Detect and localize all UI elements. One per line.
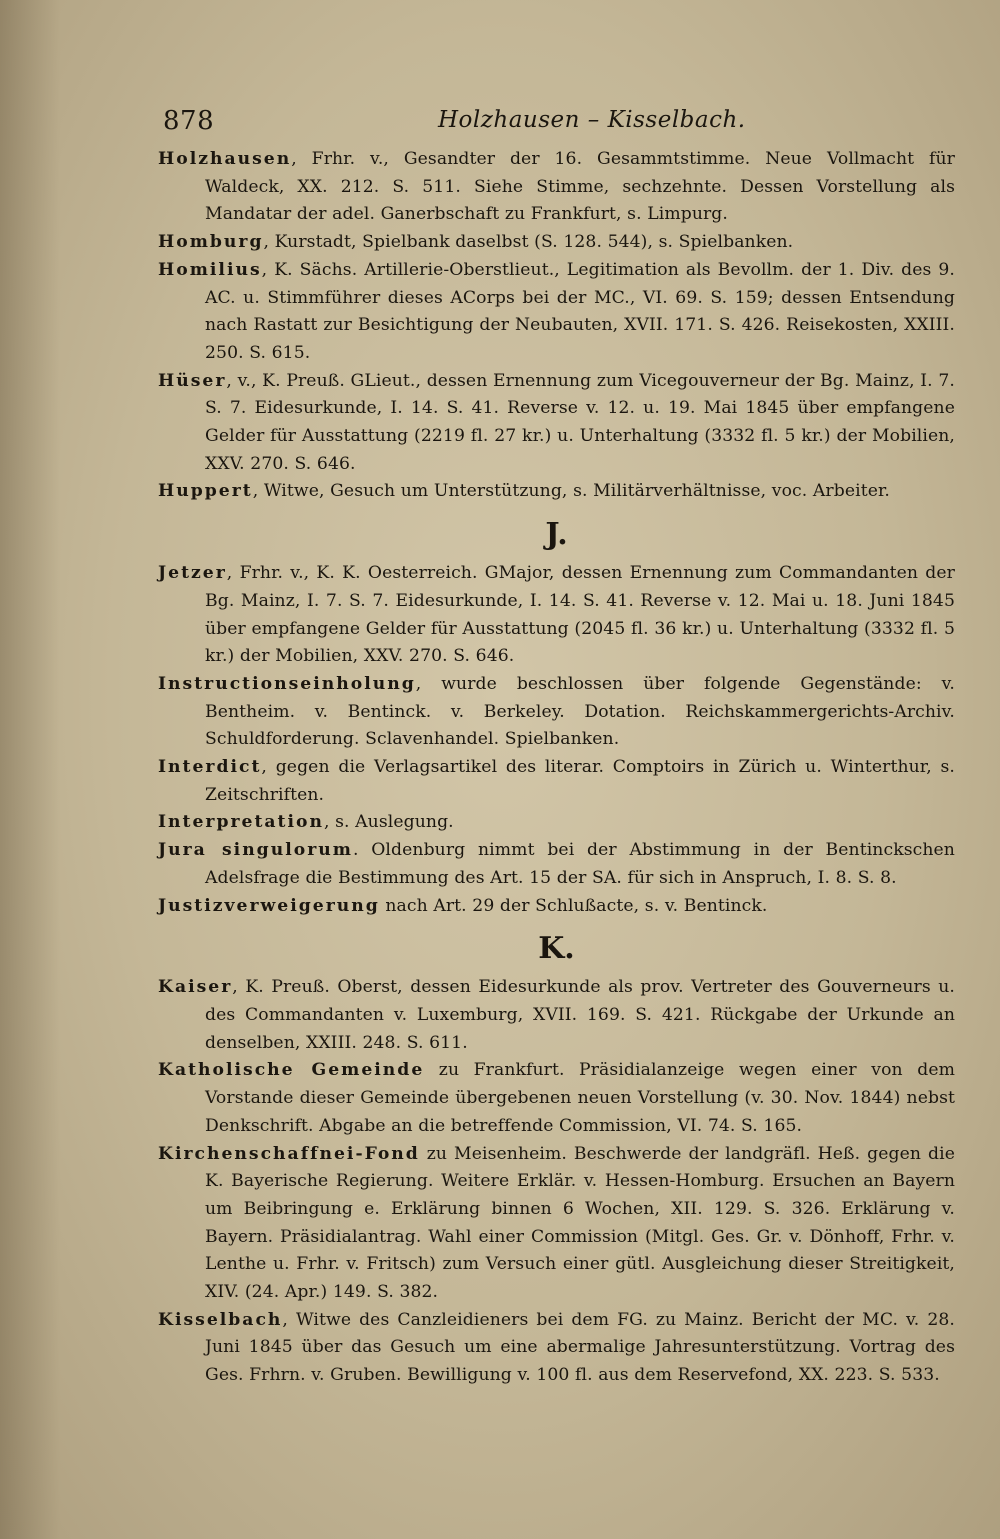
index-entry-interdict [158, 754, 955, 809]
entry-body: nach Art. 29 der Schlußacte, s. v. Bentinck. [379, 895, 768, 916]
entry-body: , s. Auslegung. [323, 812, 454, 833]
index-entry-hueser [158, 368, 955, 479]
entry-body: , gegen die Verlagsartikel des literar. Comptoirs in Zürich u. Winterthur, s. Zeitschriften. [205, 757, 955, 805]
index-entry-instructionseinholung [158, 671, 955, 754]
entry-body: , Witwe des Canzleidieners bei dem FG. zu Mainz. Bericht der MC. v. 28. Juni 1845 über das Gesuch um eine abermalige Jahresunterstützung. Vortrag des Ges. Frhrn. v. Gruben. Bewilligung v. 100 fl. aus dem Reservefond, XX. 223. S. 533. [205, 1309, 955, 1386]
page-number: 878 [163, 106, 215, 136]
index-entry-homburg [158, 229, 955, 257]
entry-body: , Frhr. v., K. K. Oesterreich. GMajor, dessen Ernennung zum Commandanten der Bg. Mainz, I. 7. S. 7. Eidesurkunde, I. 14. S. 41. Reverse v. 12. Mai u. 18. Juni 1845 über empfangene Gelder für Ausstattung (2045 fl. 36 kr.) u. Unterhaltung (3332 fl. 5 kr.) der Mobilien, XXV. 270. S. 646. [205, 563, 955, 667]
index-entry-kisselbach [158, 1307, 955, 1390]
entry-head: Homilius [158, 259, 262, 280]
index-entry-justizverweigerung [158, 893, 955, 921]
entry-head: Jetzer [158, 563, 227, 584]
entry-head: Kisselbach [158, 1309, 283, 1330]
page-header [163, 102, 963, 142]
entry-head: Instructionseinholung [158, 673, 416, 694]
index-entry-jetzer [158, 560, 955, 671]
entry-body: . Oldenburg nimmt bei der Abstimmung in der Bentinckschen Adelsfrage die Bestimmung des Art. 15 der SA. für sich in Anspruch, I. 8. S. 8. [205, 840, 955, 888]
index-entry-homilius [158, 257, 955, 368]
index-entry-kirchenschaffnei-fond [158, 1141, 955, 1307]
entry-head: Holzhausen [158, 149, 292, 169]
index-entry-katholische-gemeinde [158, 1057, 955, 1140]
entry-head: Justizverweigerung [158, 895, 380, 916]
entry-head: Interdict [158, 757, 262, 778]
running-title: Holzhausen – Kisselbach. [438, 107, 746, 133]
entry-head: Katholische Gemeinde [158, 1060, 425, 1081]
entry-body: , wurde beschlossen über folgende Gegenstände: v. Bentheim. v. Bentinck. v. Berkeley. Dotation. Reichskammergerichts-Archiv. Schuldforderung. Sclavenhandel. Spielbanken. [205, 673, 955, 750]
entry-body: zu Meisenheim. Beschwerde der landgräfl. Heß. gegen die K. Bayerische Regierung. Weitere Erklär. v. Hessen-Homburg. Ersuchen an Bayern um Beibringung e. Erklärung binnen 6 Wochen, XII. 129. S. 326. Erklärung v. Bayern. Präsidialantrag. Wahl einer Commission (Mitgl. Ges. Gr. v. Dönhoff, Frhr. v. Lenthe u. Frhr. v. Fritsch) zum Versuch einer gütl. Ausgleichung dieser Streitigkeit, XIV. (24. Apr.) 149. S. 382. [205, 1143, 955, 1303]
entry-head: Kirchenschaffnei-Fond [158, 1143, 420, 1164]
section-heading-k: K. [538, 931, 575, 967]
index-entry-jura-singulorum [158, 837, 955, 892]
entry-head: Hüser [158, 370, 227, 391]
index-entry-holzhausen [158, 146, 955, 229]
entry-head: Kaiser [158, 977, 233, 998]
entry-body: , Kurstadt, Spielbank daselbst (S. 128. 544), s. Spielbanken. [263, 232, 794, 253]
section-heading-j: J. [545, 517, 568, 553]
entry-head: Homburg [158, 232, 264, 253]
entry-body: , v., K. Preuß. GLieut., dessen Ernennung zum Vicegouverneur der Bg. Mainz, I. 7. S. 7. Eidesurkunde, I. 14. S. 41. Reverse v. 12. u. 19. Mai 1845 über empfangene Gelder für Ausstattung (2219 fl. 27 kr.) u. Unterhaltung (3332 fl. 5 kr.) der Mobilien, XXV. 270. S. 646. [205, 370, 955, 474]
entry-body: , Frhr. v., Gesandter der 16. Gesammtstimme. Neue Vollmacht für Waldeck, XX. 212. S. 511. Siehe Stimme, sechzehnte. Dessen Vorstellung als Mandatar der adel. Ganerbschaft zu Frankfurt, s. Limpurg. [205, 149, 955, 225]
entry-body: zu Frankfurt. Präsidialanzeige wegen einer von dem Vorstande dieser Gemeinde übergebenen neuen Vorstellung (v. 30. Nov. 1844) nebst Denkschrift. Abgabe an die betreffende Commission, VI. 74. S. 165. [205, 1060, 955, 1136]
entry-head: Interpretation [158, 812, 324, 833]
entry-head: Jura singulorum [158, 840, 353, 861]
index-entry-huppert [158, 478, 955, 506]
entry-body: , K. Preuß. Oberst, dessen Eidesurkunde als prov. Vertreter des Gouverneurs u. des Commandanten v. Luxemburg, XVII. 169. S. 421. Rückgabe der Urkunde an denselben, XXIII. 248. S. 611. [205, 977, 955, 1053]
page-gutter-shadow [0, 0, 60, 1539]
index-entries [158, 146, 955, 1390]
entry-body: , K. Sächs. Artillerie-Oberstlieut., Legitimation als Bevollm. der 1. Div. des 9. AC. u. Stimmführer dieses ACorps bei der MC., VI. 69. S. 159; dessen Entsendung nach Rastatt zur Besichtigung der Neubauten, XVII. 171. S. 426. Reisekosten, XXIII. 250. S. 615. [205, 259, 955, 363]
entry-head: Huppert [158, 481, 253, 502]
entry-body: , Witwe, Gesuch um Unterstützung, s. Militärverhältnisse, voc. Arbeiter. [252, 481, 890, 502]
index-entry-interpretation [158, 809, 955, 837]
index-entry-kaiser [158, 974, 955, 1057]
